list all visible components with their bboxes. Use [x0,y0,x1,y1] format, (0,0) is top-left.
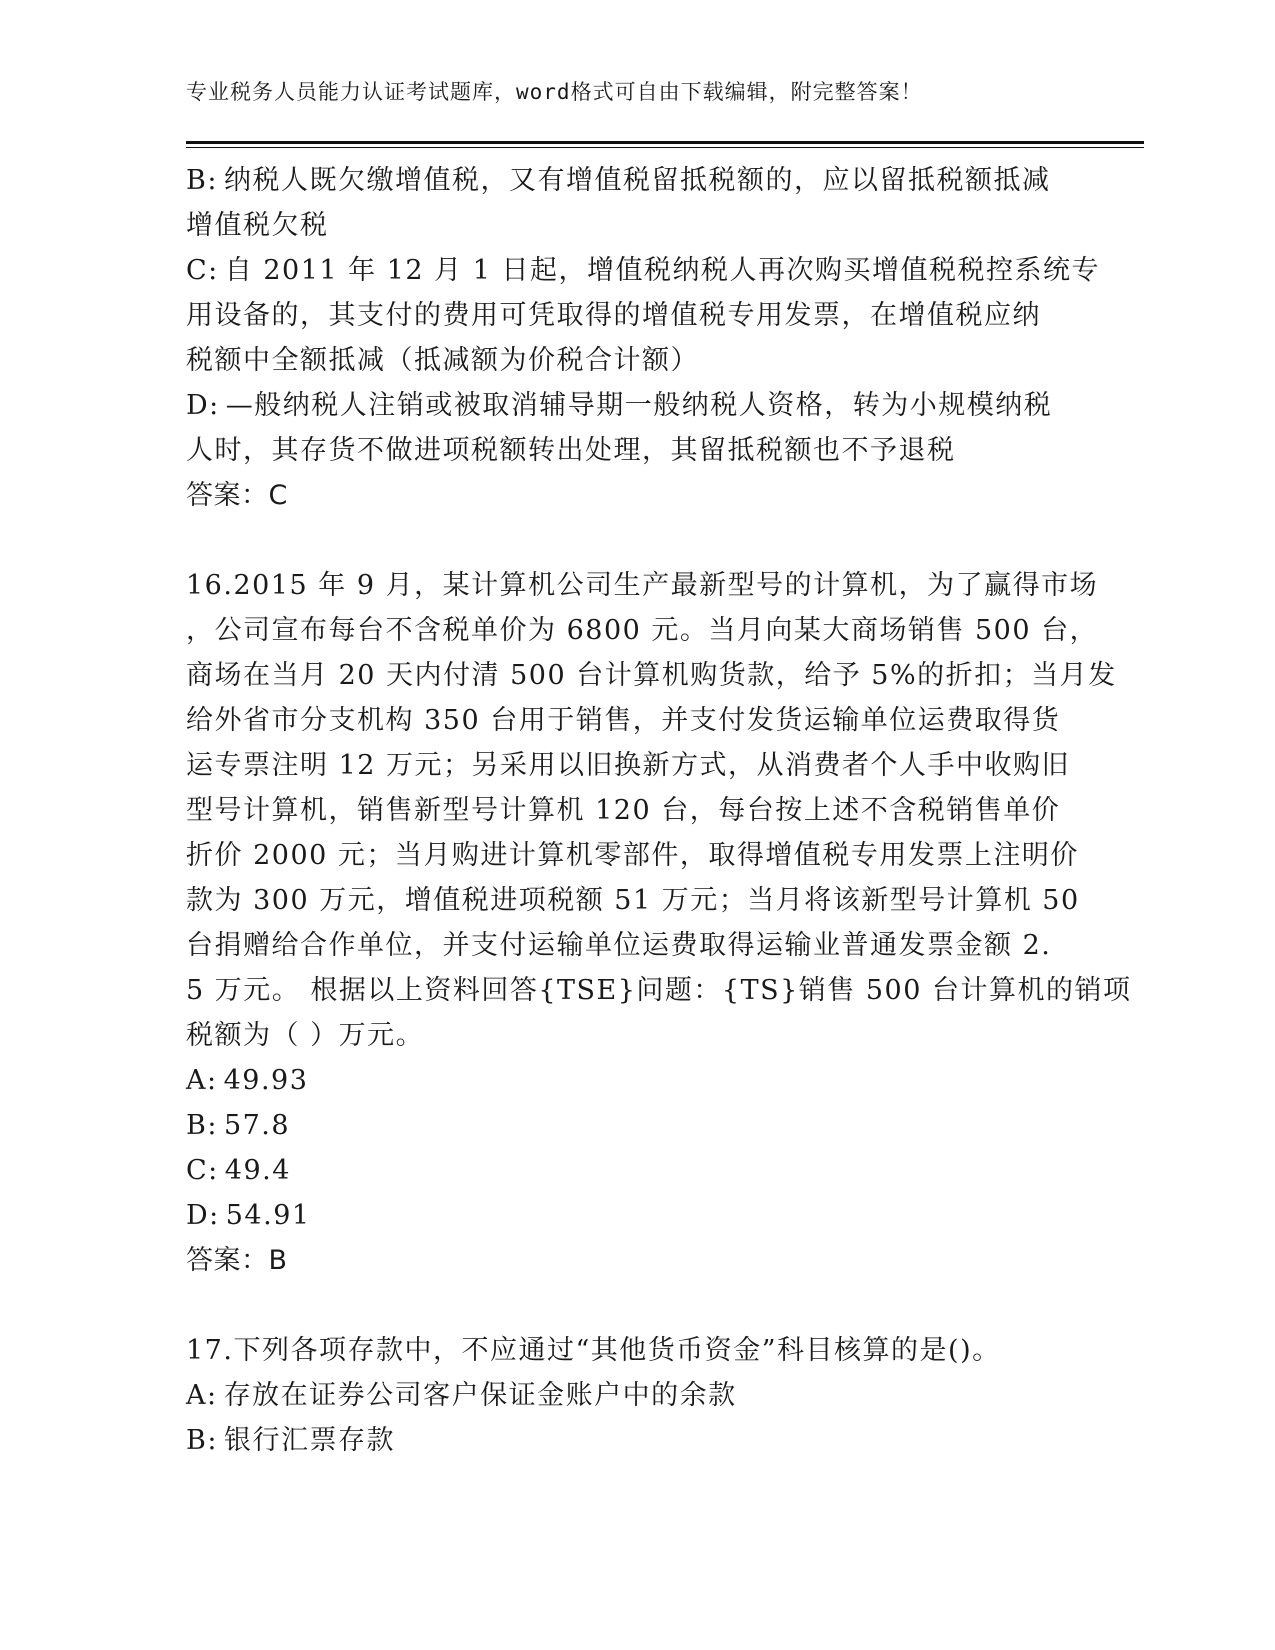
question-16 [186,563,1132,1283]
header-rule-thick [186,141,1144,144]
spacer [186,1283,1086,1328]
question-line: 给外省市分支机构 350 台用于销售，并支付发货运输单位运费取得货 [186,705,1061,736]
question-line: 款为 300 万元，增值税进项税额 51 万元；当月将该新型号计算机 50 [186,885,1080,916]
option-b [186,158,1086,248]
question-line: 运专票注明 12 万元；另采用以旧换新方式，从消费者个人手中收购旧 [186,750,1071,781]
option-a [186,1373,1086,1418]
document-body [186,158,1132,1463]
option-label: A: [186,1065,218,1096]
option-line: 用设备的，其支付的费用可凭取得的增值税专用发票，在增值税应纳 [186,300,1041,331]
option-text: 54.91 [225,1200,311,1231]
header-rule-thin [186,147,1144,148]
option-line [186,383,1086,428]
option-text: —般纳税人注销或被取消辅导期一般纳税人资格，转为小规模纳税 [225,390,1053,421]
option-text: 存放在证券公司客户保证金账户中的余款 [223,1380,737,1411]
option-line: 税额中全额抵减（抵减额为价税合计额） [186,345,699,376]
option-label: B: [186,1425,218,1456]
prev-question [186,158,1101,518]
option-line [186,158,1086,203]
option-b [186,1418,1086,1463]
option-line: 增值税欠税 [186,210,329,241]
question-line: 型号计算机，销售新型号计算机 120 台，每台按上述不含税销售单价 [186,795,1061,826]
question-line: ，公司宣布每台不含税单价为 6800 元。当月向某大商场销售 500 台， [186,615,1099,646]
question-line: 商场在当月 20 天内付清 500 台计算机购货款，给予 5%的折扣；当月发 [186,660,1117,691]
question-line: 17.下列各项存款中，不应通过“其他货币资金”科目核算的是()。 [186,1335,1001,1366]
option-line: 人时，其存货不做进项税额转出处理，其留抵税额也不予退税 [186,435,956,466]
question-line: 台捐赠给合作单位，并支付运输单位运费取得运输业普通发票金额 2. [186,930,1052,961]
question-line: 税额为（ ）万元。 [186,1020,425,1051]
option-b [186,1103,1086,1148]
option-text: 银行汇票存款 [223,1425,395,1456]
option-label: C: [186,255,219,286]
option-label: D: [186,1200,220,1231]
option-d [186,383,1086,473]
option-c [186,1148,1086,1193]
question-line: 16.2015 年 9 月，某计算机公司生产最新型号的计算机，为了赢得市场 [186,570,1099,601]
option-text: 自 2011 年 12 月 1 日起，增值税纳税人再次购买增值税税控系统专 [224,255,1101,286]
option-a [186,1058,1086,1103]
option-label: B: [186,165,218,196]
answer-label: 答案：B [186,1245,288,1276]
option-label: A: [186,1380,218,1411]
option-line [186,248,1101,293]
option-text: 57.8 [223,1110,291,1141]
question-17 [186,1328,1086,1463]
question-line: 5 万元。 根据以上资料回答{TSE}问题：{TS}销售 500 台计算机的销项 [186,975,1132,1006]
option-text: 49.93 [223,1065,309,1096]
option-text: 49.4 [224,1155,291,1186]
answer-label: 答案：C [186,480,288,511]
spacer [186,518,1086,563]
option-d [186,1193,1086,1238]
option-label: B: [186,1110,218,1141]
option-text: 纳税人既欠缴增值税，又有增值税留抵税额的，应以留抵税额抵减 [223,165,1051,196]
option-c [186,248,1101,383]
option-label: C: [186,1155,219,1186]
option-label: D: [186,390,220,421]
page-header: 专业税务人员能力认证考试题库，word格式可自由下载编辑，附完整答案！ [186,80,923,104]
question-line: 折价 2000 元；当月购进计算机零部件，取得增值税专用发票上注明价 [186,840,1079,871]
